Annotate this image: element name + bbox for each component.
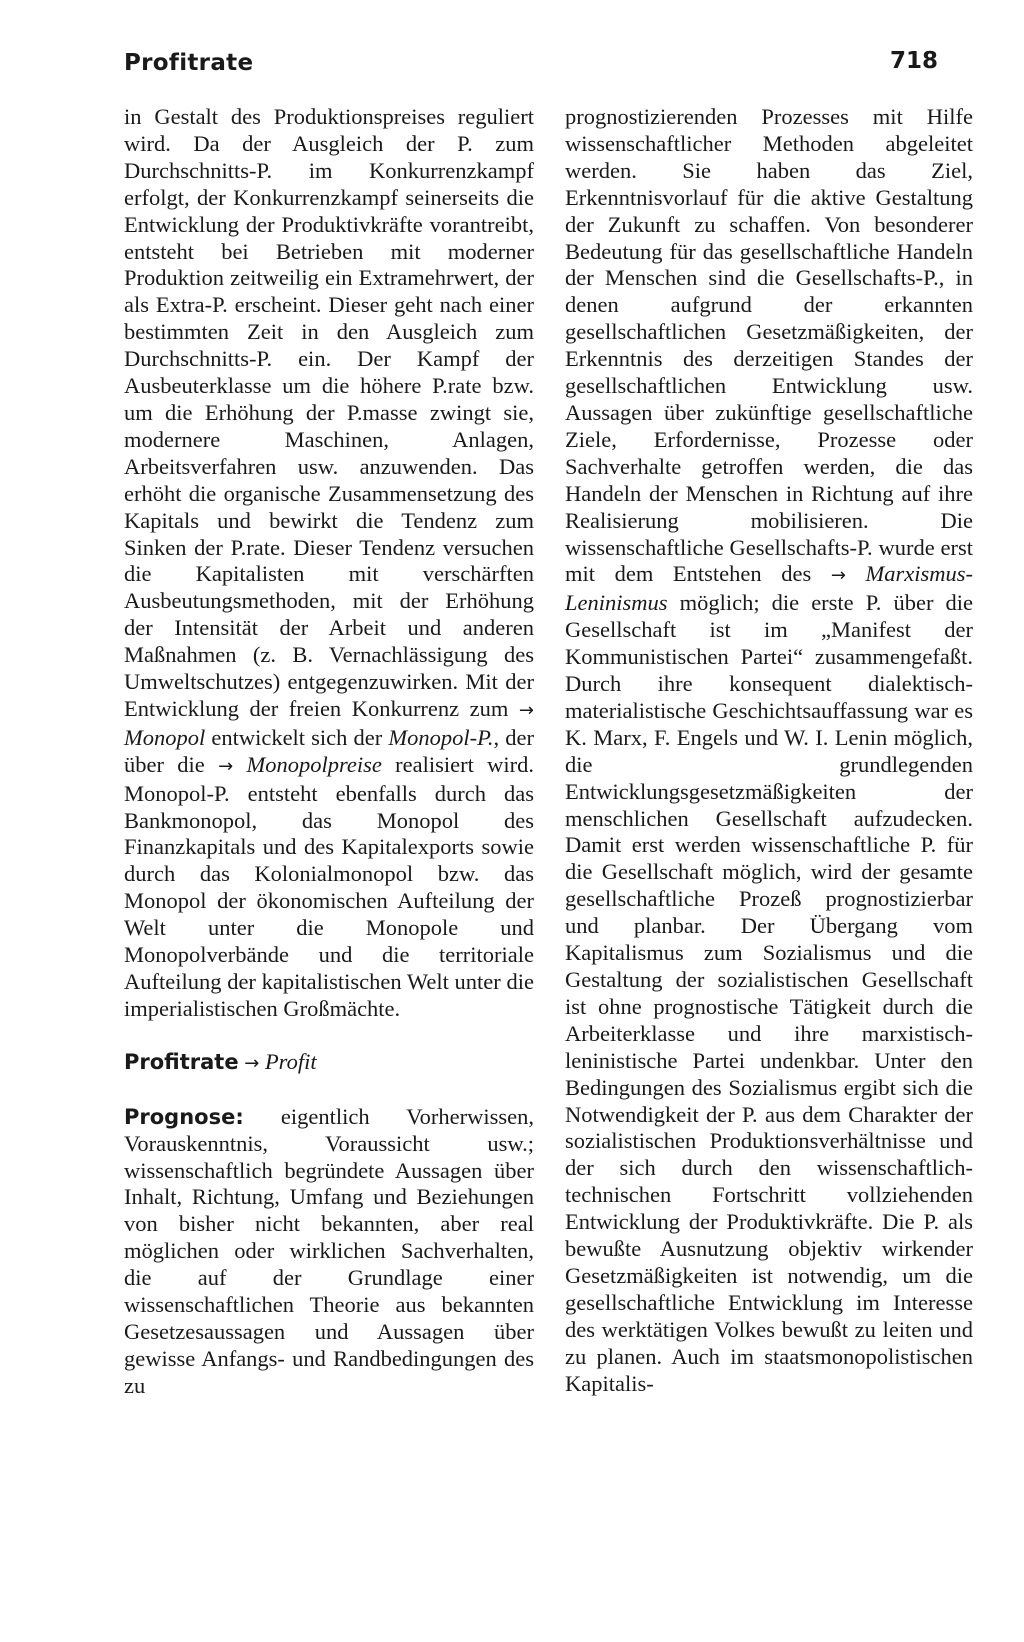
profit-text: [233, 752, 246, 777]
headword-prognose: Prognose:: [124, 1104, 244, 1129]
entry-prognose-continuation: [565, 104, 973, 1398]
entry-prognose-text: eigentlich Vorherwissen, Vorauskenntnis, Voraussicht usw.; wissenschaftlich begründete Aussagen über Inhalt, Richtung, Umfang und Beziehungen von bisher nicht bekannten, aber real möglichen oder wirklichen Sachverhalten, die auf der Grundlage einer wissenschaftlichen Theorie aus bekannten Gesetzesaussagen und Aussagen über gewisse Anfangs- und Randbedingungen des zu: [124, 1103, 534, 1398]
prognose-cross-reference: Marxismus-Leninismus: [565, 561, 973, 616]
running-head: Profitrate: [124, 50, 254, 76]
prognose-text: möglich; die erste P. über die Gesellschaft ist im „Manifest der Kommunistischen Partei“ zusammengefaßt. Durch ihre konsequent dialektisch-materialistische Geschichtsauffassung war es K. Marx, F. Engels und W. I. Lenin möglich, die grundlegenden Entwicklungsgesetzmäßigkeiten der menschlichen Gesellschaft aufzudecken. Damit erst werden wissenschaftliche P. für die Gesellschaft möglich, wird der gesamte gesellschaftliche Prozeß prognostizierbar und planbar. Der Übergang vom Kapitalismus zum Sozialismus und die Gestaltung der sozialistischen Gesellschaft ist ohne prognostische Tätigkeit durch die Arbeiterklasse und ihre marxistisch-leninistische Partei undenkbar. Unter den Bedingungen des Sozialismus ergibt sich die Notwendigkeit der P. aus dem Charakter der sozialistischen Produktionsverhältnisse und der sich durch den wissenschaftlich-technischen Fortschritt vollziehenden Entwicklung der Produktivkräfte. Die P. als bewußte Ausnutzung objektiv wirkender Gesetzmäßigkeiten ist notwendig, um die gesellschaftliche Entwicklung im Interesse des werktätigen Volkes bewußt zu leiten und zu planen. Auch im staatsmonopolistischen Kapitalis-: [565, 590, 973, 1396]
cross-reference-arrow-icon: →: [830, 565, 846, 587]
page-number: 718: [889, 48, 938, 74]
cross-reference-arrow-icon: →: [244, 1052, 260, 1074]
profit-text: realisiert wird. Monopol-P. entsteht ebenfalls durch das Bankmonopol, das Monopol des Finanzkapitals und des Kapitalexports sowie durch das Kolonialmonopol bzw. das Monopol der ökonomischen Aufteilung der Welt unter die Monopole und Monopolverbände und die territoriale Aufteilung der kapitalistischen Welt unter die imperialistischen Großmächte.: [124, 751, 535, 1021]
profit-cross-reference: Monopolpreise: [246, 751, 382, 777]
profit-cross-reference: Monopol-P.: [388, 724, 494, 750]
profit-text: , der über die: [124, 724, 534, 777]
headword-profitrate: Profitrate: [124, 1049, 239, 1074]
right-column: [565, 104, 973, 1398]
prognose-text: prognostizierenden Prozesses mit Hilfe wissenschaftlicher Methoden abgeleitet werden. Sie haben das Ziel, Erkenntnisvorlauf für die aktive Gestaltung der Zukunft zu schaffen. Von besonderer Bedeutung für das gesellschaftliche Handeln der Menschen sind die Gesellschafts-P., in denen aufgrund der erkannten gesellschaftlichen Gesetzmäßigkeiten, der Erkenntnis des derzeitigen Standes der gesellschaftlichen Entwicklung usw. Aussagen über zukünftige gesellschaftliche Ziele, Erfordernisse, Prozesse oder Sachverhalte getroffen werden, die das Handeln der Menschen in Richtung auf ihre Realisierung mobilisieren. Die wissenschaftliche Gesellschafts-P. wurde erst mit dem Entstehen des: [565, 104, 973, 587]
prognose-text: [846, 561, 866, 586]
left-column: [124, 104, 534, 1400]
cross-reference-arrow-icon: →: [218, 755, 234, 777]
entry-profitrate: [124, 1049, 534, 1078]
entry-profit-continuation: [124, 104, 534, 1023]
profit-text: in Gestalt des Produktionspreises reguliert wird. Da der Ausgleich der P. zum Durchschnitts-P. im Konkurrenzkampf erfolgt, der Konkurrenzkampf seinerseits die Entwicklung der Produktivkräfte vorantreibt, entsteht bei Betrieben mit moderner Produktion zeitweilig ein Extramehrwert, der als Extra-P. erscheint. Dieser geht nach einer bestimmten Zeit in den Ausgleich zum Durchschnitts-P. ein. Der Kampf der Ausbeuterklasse um die höhere P.rate bzw. um die Erhöhung der P.masse zwingt sie, modernere Maschinen, Anlagen, Arbeitsverfahren usw. anzuwenden. Das erhöht die organische Zusammensetzung des Kapitals und bewirkt die Tendenz zum Sinken der P.rate. Dieser Tendenz versuchen die Kapitalisten mit verschärften Ausbeutungsmethoden, mit der Erhöhung der Intensität der Arbeit und anderen Maßnahmen (z. B. Vernachlässigung des Umweltschutzes) entgegenzuwirken. Mit der Entwicklung der freien Konkurrenz zum: [124, 104, 534, 721]
profit-cross-reference: Monopol: [124, 724, 206, 750]
cross-reference-profit: Profit: [264, 1048, 317, 1074]
profit-text: entwickelt sich der: [205, 724, 389, 750]
cross-reference-arrow-icon: →: [518, 699, 534, 721]
entry-prognose: [124, 1104, 534, 1400]
